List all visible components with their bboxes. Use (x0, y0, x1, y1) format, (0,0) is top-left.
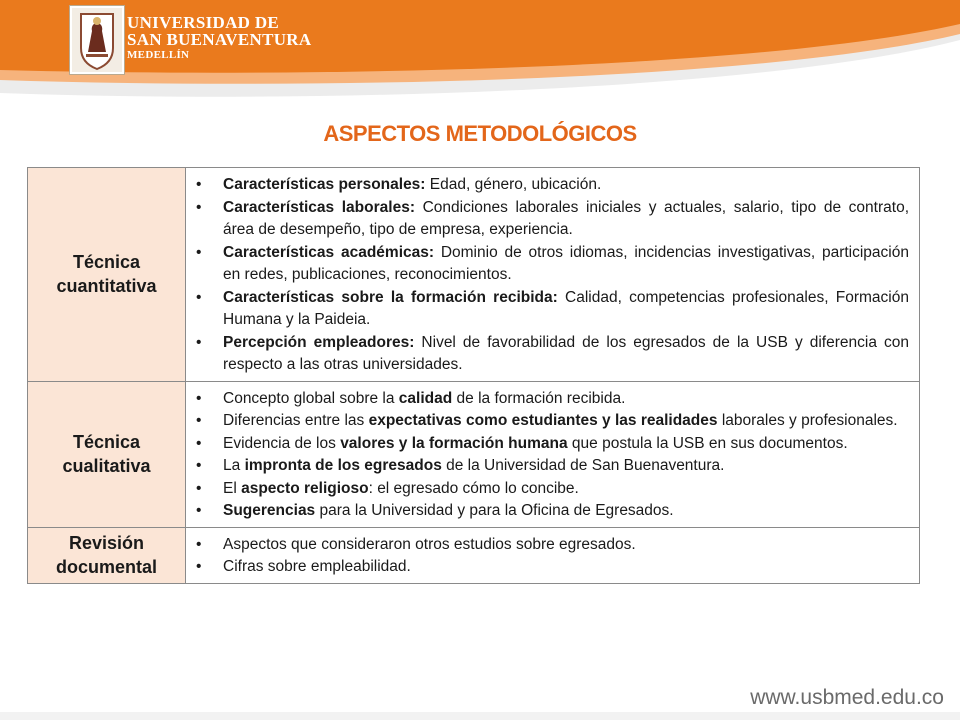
bold-text: impronta de los egresados (244, 457, 442, 474)
bold-text: Características personales: (223, 176, 426, 193)
bullet-list (196, 388, 909, 523)
bold-text: valores y la formación humana (340, 434, 568, 452)
list-item (196, 332, 909, 377)
slide-title: ASPECTOS METODOLÓGICOS (323, 121, 637, 146)
item-text: para la Universidad y para la Oficina de Egresados. (315, 502, 674, 519)
list-item (196, 455, 909, 478)
university-line-3: MEDELLÍN (127, 49, 190, 61)
item-text: Cifras sobre empleabilidad. (223, 558, 411, 575)
footer-url: www.usbmed.edu.co (750, 686, 944, 709)
list-item (196, 388, 909, 411)
item-text: : el egresado cómo lo concibe. (368, 479, 579, 497)
item-text: Concepto global sobre la (223, 389, 399, 407)
list-item (196, 242, 909, 287)
technique-label: Revisión documental (28, 527, 186, 583)
technique-details (186, 168, 920, 382)
item-text: Nivel de favorabilidad de los egresados de la USB y diferencia con respecto a las otras universidades. (223, 333, 909, 373)
item-text: Aspectos que consideraron otros estudios sobre egresados. (223, 535, 636, 553)
item-text: Condiciones laborales iniciales y actuales, salario, tipo de contrato, área de desempeño, tipo de empresa, experiencia. (223, 198, 909, 238)
item-text: que postula la USB en sus documentos. (567, 434, 848, 452)
table-row (28, 527, 920, 583)
bullet-list (196, 534, 909, 579)
technique-label: Técnica cuantitativa (28, 168, 186, 382)
list-item (196, 556, 909, 579)
item-text: laborales y profesionales. (717, 412, 898, 429)
header-banner (0, 0, 960, 115)
item-text: Calidad, competencias profesionales, Formación Humana y la Paideia. (223, 288, 909, 328)
methodology-table-body (28, 168, 920, 584)
table-row (28, 381, 920, 527)
university-line-2: SAN BUENAVENTURA (127, 30, 312, 49)
list-item (196, 433, 909, 456)
item-text: Edad, género, ubicación. (425, 176, 602, 193)
bold-text: expectativas como estudiantes y las realidades (368, 412, 718, 429)
item-text: La (223, 457, 245, 474)
item-text: El (223, 479, 242, 497)
bold-text: aspecto religioso (241, 479, 369, 497)
list-item (196, 534, 909, 557)
bold-text: Características académicas: (223, 243, 435, 261)
university-crest-icon (70, 6, 124, 74)
list-item (196, 197, 909, 242)
technique-details (186, 381, 920, 527)
bold-text: calidad (398, 389, 453, 407)
bold-text: Sugerencias (223, 502, 316, 519)
footer-bar (0, 712, 960, 720)
list-item (196, 287, 909, 332)
methodology-table (27, 167, 920, 584)
item-text: de la Universidad de San Buenaventura. (441, 457, 725, 474)
university-name (127, 14, 311, 62)
university-line-1: UNIVERSIDAD DE (127, 13, 280, 32)
item-text: Evidencia de los (223, 434, 341, 452)
item-text: de la formación recibida. (452, 389, 626, 407)
table-row (28, 168, 920, 382)
item-text: Diferencias entre las (223, 412, 369, 429)
list-item (196, 410, 909, 433)
technique-label: Técnica cualitativa (28, 381, 186, 527)
bullet-list (196, 174, 909, 377)
item-text: Dominio de otros idiomas, incidencias investigativas, participación en redes, publicaciones, reconocimientos. (223, 243, 909, 283)
list-item (196, 500, 909, 523)
list-item (196, 174, 909, 197)
bold-text: Percepción empleadores: (223, 333, 415, 351)
list-item (196, 478, 909, 501)
bold-text: Características sobre la formación recibida: (223, 288, 558, 306)
bold-text: Características laborales: (223, 198, 415, 216)
technique-details (186, 527, 920, 583)
